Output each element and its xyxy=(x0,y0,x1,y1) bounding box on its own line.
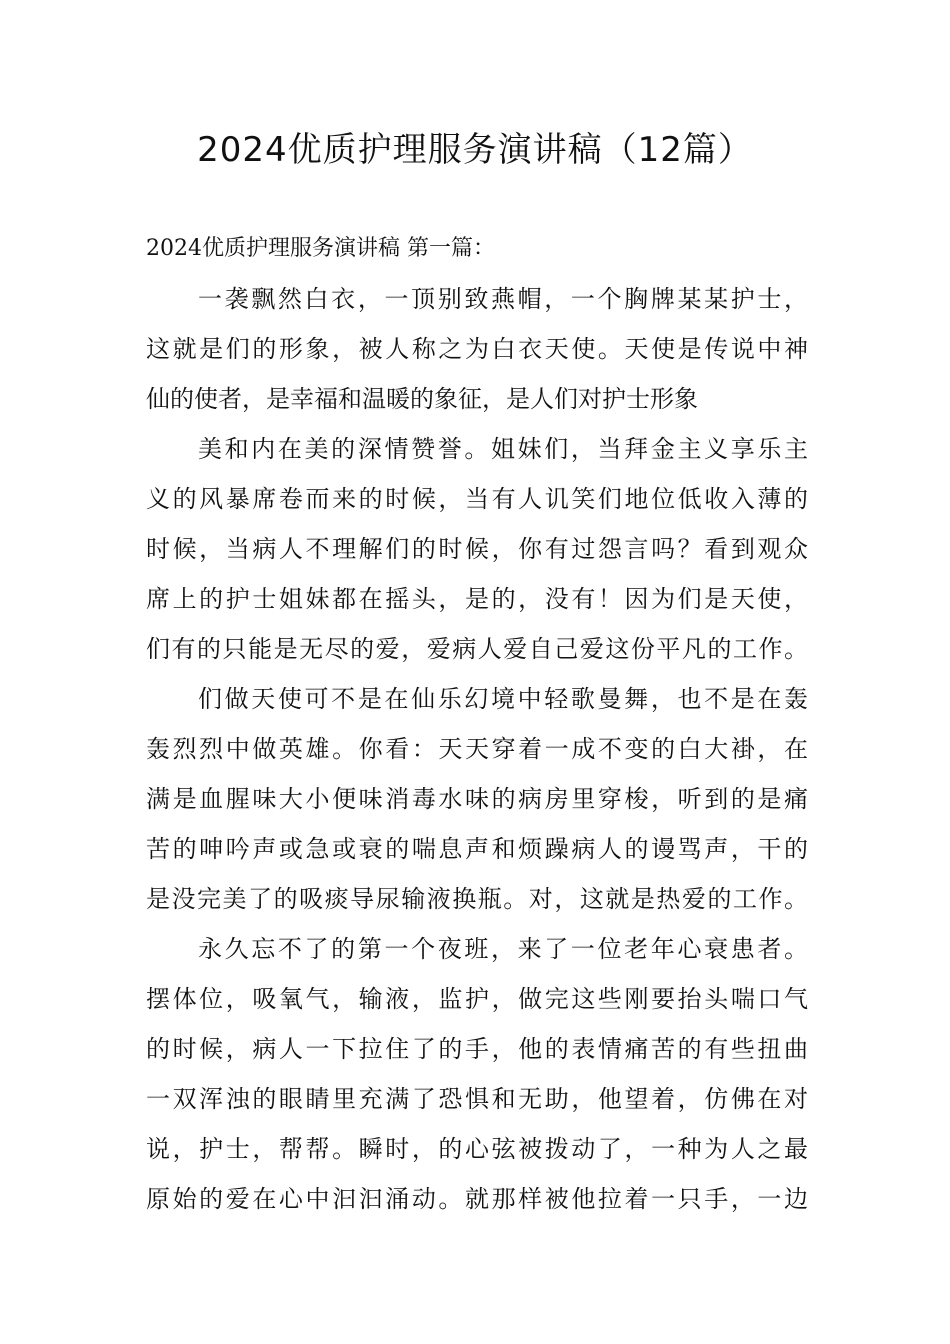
text-line: 一双浑浊的眼睛里充满了恐惧和无助，他望着，仿佛在对 xyxy=(146,1085,808,1113)
text-line: 时候，当病人不理解们的时候，你有过怨言吗？看到观众 xyxy=(146,535,808,563)
text-line: 们有的只能是无尽的爱，爱病人爱自己爱这份平凡的工作。 xyxy=(146,635,808,663)
paragraph-2 xyxy=(146,424,808,674)
text-line: 义的风暴席卷而来的时候，当有人讥笑们地位低收入薄的 xyxy=(146,485,808,513)
paragraph-3 xyxy=(146,674,808,924)
section-heading: 2024优质护理服务演讲稿 第一篇： xyxy=(146,236,495,261)
text-line: 仙的使者，是幸福和温暖的象征，是人们对护士形象 xyxy=(146,385,698,413)
text-line: 一袭飘然白衣，一顶别致燕帽，一个胸牌某某护士， xyxy=(198,285,808,313)
text-line: 说，护士，帮帮。瞬时，的心弦被拨动了，一种为人之最 xyxy=(146,1135,808,1163)
text-line: 摆体位，吸氧气，输液，监护，做完这些刚要抬头喘口气 xyxy=(146,985,808,1013)
document-body xyxy=(146,224,808,1224)
paragraph-1 xyxy=(146,274,808,424)
text-line: 永久忘不了的第一个夜班，来了一位老年心衰患者。 xyxy=(198,935,808,963)
text-line: 的时候，病人一下拉住了的手，他的表情痛苦的有些扭曲 xyxy=(146,1035,808,1063)
text-line: 美和内在美的深情赞誉。姐妹们，当拜金主义享乐主 xyxy=(198,435,808,463)
paragraph-4 xyxy=(146,924,808,1224)
text-line: 席上的护士姐妹都在摇头，是的，没有！因为们是天使， xyxy=(146,585,808,613)
text-line: 苦的呻吟声或急或衰的喘息声和烦躁病人的谩骂声，干的 xyxy=(146,835,808,863)
document-title: 2024优质护理服务演讲稿（12篇） xyxy=(197,130,753,170)
text-line: 原始的爱在心中汩汩涌动。就那样被他拉着一只手，一边 xyxy=(146,1185,808,1213)
text-line: 轰烈烈中做英雄。你看：天天穿着一成不变的白大褂，在 xyxy=(146,735,808,763)
text-line: 满是血腥味大小便味消毒水味的病房里穿梭，听到的是痛 xyxy=(146,785,808,813)
text-line: 这就是们的形象，被人称之为白衣天使。天使是传说中神 xyxy=(146,335,808,363)
text-line: 是没完美了的吸痰导尿输液换瓶。对，这就是热爱的工作。 xyxy=(146,885,808,913)
text-line: 们做天使可不是在仙乐幻境中轻歌曼舞，也不是在轰 xyxy=(198,685,808,713)
